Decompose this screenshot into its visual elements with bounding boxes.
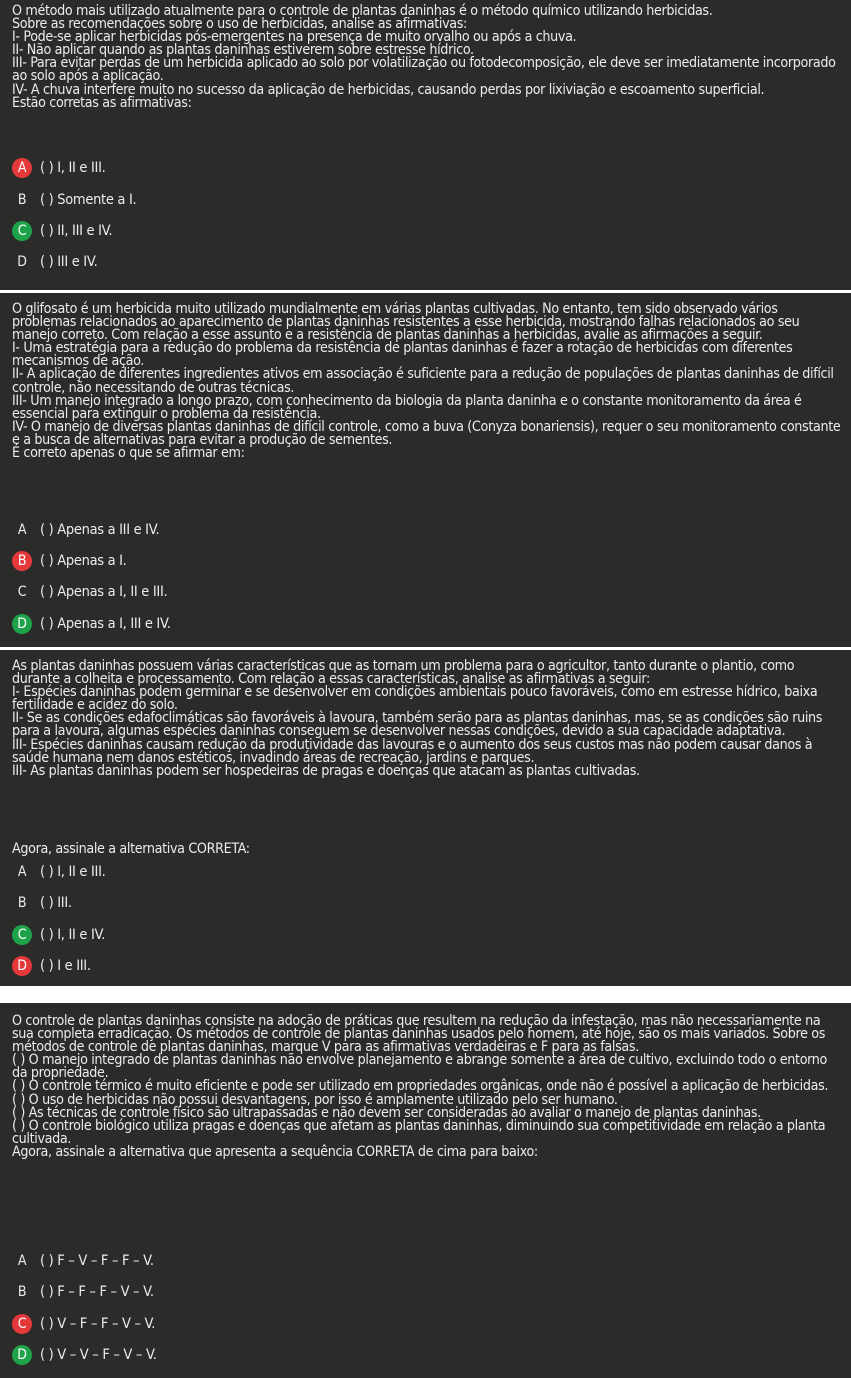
option-letter: D (17, 254, 27, 270)
option-c[interactable] (12, 1313, 155, 1335)
question-text (12, 303, 845, 460)
question-text (12, 5, 845, 110)
option-label: ( ) Apenas a I. (40, 553, 127, 569)
option-b[interactable] (12, 189, 136, 211)
option-letter: A (17, 1253, 27, 1269)
option-label: ( ) Somente a I. (40, 192, 137, 208)
option-label: ( ) I, II e III. (40, 160, 106, 176)
question-prompt (12, 843, 845, 856)
option-b[interactable] (12, 550, 127, 572)
option-letter: B (17, 1284, 27, 1300)
option-d[interactable] (12, 613, 171, 635)
option-label: ( ) V – V – F – V – V. (40, 1347, 157, 1363)
question-card-3 (0, 650, 851, 986)
option-letter-wrong-badge: A (12, 158, 32, 178)
option-d[interactable] (12, 955, 91, 977)
question-card-2 (0, 293, 851, 647)
question-text (12, 660, 845, 778)
question-2-text: O glifosato é um herbicida muito utilizado mundialmente em várias plantas cultivadas. No entanto, tem sido observado vários problemas relacionados ao aparecimento de plantas daninhas resistentes a esse herbicida, mostrando falhas relacionados ao seu manejo correto. Com relação a esse assunto e a resistência de plantas daninhas a herbicidas, avalie as afirmações a seguir. I- Uma estratégia para a redução do problema da resistência de plantas daninhas é fazer a rotação de herbicidas com diferentes mecanismos de ação. II- A aplicação de diferentes ingredientes ativos em associação é suficiente para a redução de populações de plantas daninhas de difícil controle, não necessitando de outras técnicas. III- Um manejo integrado a longo prazo, com conhecimento da biologia da planta daninha e o constante monitoramento da área é essencial para extinguir o problema da resistência. IV- O manejo de diversas plantas daninhas de difícil controle, como a buva (Conyza bonariensis), requer o seu monitoramento constante e a busca de alternativas para evitar a produção de sementes. É correto apenas o que se afirmar em: (12, 301, 841, 462)
option-c[interactable] (12, 581, 167, 603)
option-letter-correct-badge: C (12, 925, 32, 945)
option-label: ( ) F – V – F – F – V. (40, 1253, 154, 1269)
option-c[interactable] (12, 220, 112, 242)
option-label: ( ) Apenas a I, II e III. (40, 584, 168, 600)
option-a[interactable] (12, 519, 159, 541)
option-letter: A (17, 864, 27, 880)
option-b[interactable] (12, 1281, 154, 1303)
option-label: ( ) F – F – F – V – V. (40, 1284, 154, 1300)
option-label: ( ) I, II e IV. (40, 927, 106, 943)
question-3-prompt: Agora, assinale a alternativa CORRETA: (12, 841, 250, 857)
option-a[interactable] (12, 861, 105, 883)
question-card-4 (0, 1003, 851, 1378)
option-label: ( ) I e III. (40, 958, 91, 974)
option-letter-wrong-badge: B (12, 551, 32, 571)
option-letter-correct-badge: C (12, 221, 32, 241)
option-label: ( ) I, II e III. (40, 864, 106, 880)
question-4-text: O controle de plantas daninhas consiste na adoção de práticas que resultem na redução da infestação, mas não necessariamente na sua completa erradicação. Os métodos de controle de plantas daninhas usados pelo homem, até hoje, são os mais variados. Sobre os métodos de controle de plantas daninhas, marque V para as afirmativas verdadeiras e F para as falsas. ( ) O manejo integrado de plantas daninhas não envolve planejamento e abrange somente a área de cultivo, excluindo todo o entorno da propriedade. ( ) O controle térmico é muito eficiente e pode ser utilizado em propriedades orgânicas, onde não é possível a aplicação de herbicidas. ( ) O uso de herbicidas não possui desvantagens, por isso é amplamente utilizado pelo ser humano. ( ) As técnicas de controle físico são ultrapassadas e não devem ser consideradas ao avaliar o manejo de plantas daninhas. ( ) O controle biológico utiliza pragas e doenças que afetam as plantas daninhas, diminuindo sua competitividade em relação a planta cultivada. Agora, assinale a alternativa que apresenta a sequência CORRETA de cima para baixo: (12, 1013, 829, 1160)
option-label: ( ) II, III e IV. (40, 223, 113, 239)
option-letter: B (17, 895, 27, 911)
option-label: ( ) Apenas a I, III e IV. (40, 616, 171, 632)
option-b[interactable] (12, 892, 72, 914)
option-c[interactable] (12, 924, 105, 946)
option-letter: C (17, 584, 27, 600)
option-a[interactable] (12, 1250, 154, 1272)
option-letter: B (17, 192, 27, 208)
option-label: ( ) III. (40, 895, 72, 911)
option-letter-wrong-badge: C (12, 1314, 32, 1334)
question-text (12, 1015, 845, 1159)
question-3-text: As plantas daninhas possuem várias características que as tornam um problema para o agricultor, tanto durante o plantio, como durante a colheita e processamento. Com relação a essas características, analise as afirmativas a seguir: I- Espécies daninhas podem germinar e se desenvolver em condições ambientais pouco favoráveis, como em estresse hídrico, baixa fertilidade e acidez do solo. II- Se as condições edafoclimáticas são favoráveis à lavoura, também serão para as plantas daninhas, mas, se as condições são ruins para a lavoura, algumas espécies daninhas conseguem se desenvolver nessas condições, devido a sua capacidade adaptativa. III- Espécies daninhas causam redução da produtividade das lavouras e o aumento dos seus custos mas não podem causar danos à saúde humana nem danos estéticos, invadindo áreas de recreação, jardins e parques. III- As plantas daninhas podem ser hospedeiras de pragas e doenças que atacam as plantas cultivadas. (12, 658, 823, 779)
option-d[interactable] (12, 1344, 157, 1366)
option-d[interactable] (12, 251, 97, 273)
option-letter: A (17, 522, 27, 538)
option-label: ( ) Apenas a III e IV. (40, 522, 160, 538)
option-letter-wrong-badge: D (12, 956, 32, 976)
option-letter-correct-badge: D (12, 614, 32, 634)
option-label: ( ) III e IV. (40, 254, 98, 270)
question-card-1 (0, 0, 851, 290)
option-label: ( ) V – F – F – V – V. (40, 1316, 156, 1332)
option-a[interactable] (12, 157, 105, 179)
option-letter-correct-badge: D (12, 1345, 32, 1365)
question-1-text: O método mais utilizado atualmente para o controle de plantas daninhas é o método químico utilizando herbicidas. Sobre as recomendações sobre o uso de herbicidas, analise as afirmativas: I- Pode-se aplicar herbicidas pós-emergentes na presença de muito orvalho ou após a chuva. II- Não aplicar quando as plantas daninhas estiverem sobre estresse hídrico. III- Para evitar perdas de um herbicida aplicado ao solo por volatilização ou fotodecomposição, ele deve ser imediatamente incorporado ao solo após a aplicação. IV- A chuva interfere muito no sucesso da aplicação de herbicidas, causando perdas por lixiviação e escoamento superficial. Estão corretas as afirmativas: (12, 3, 836, 111)
